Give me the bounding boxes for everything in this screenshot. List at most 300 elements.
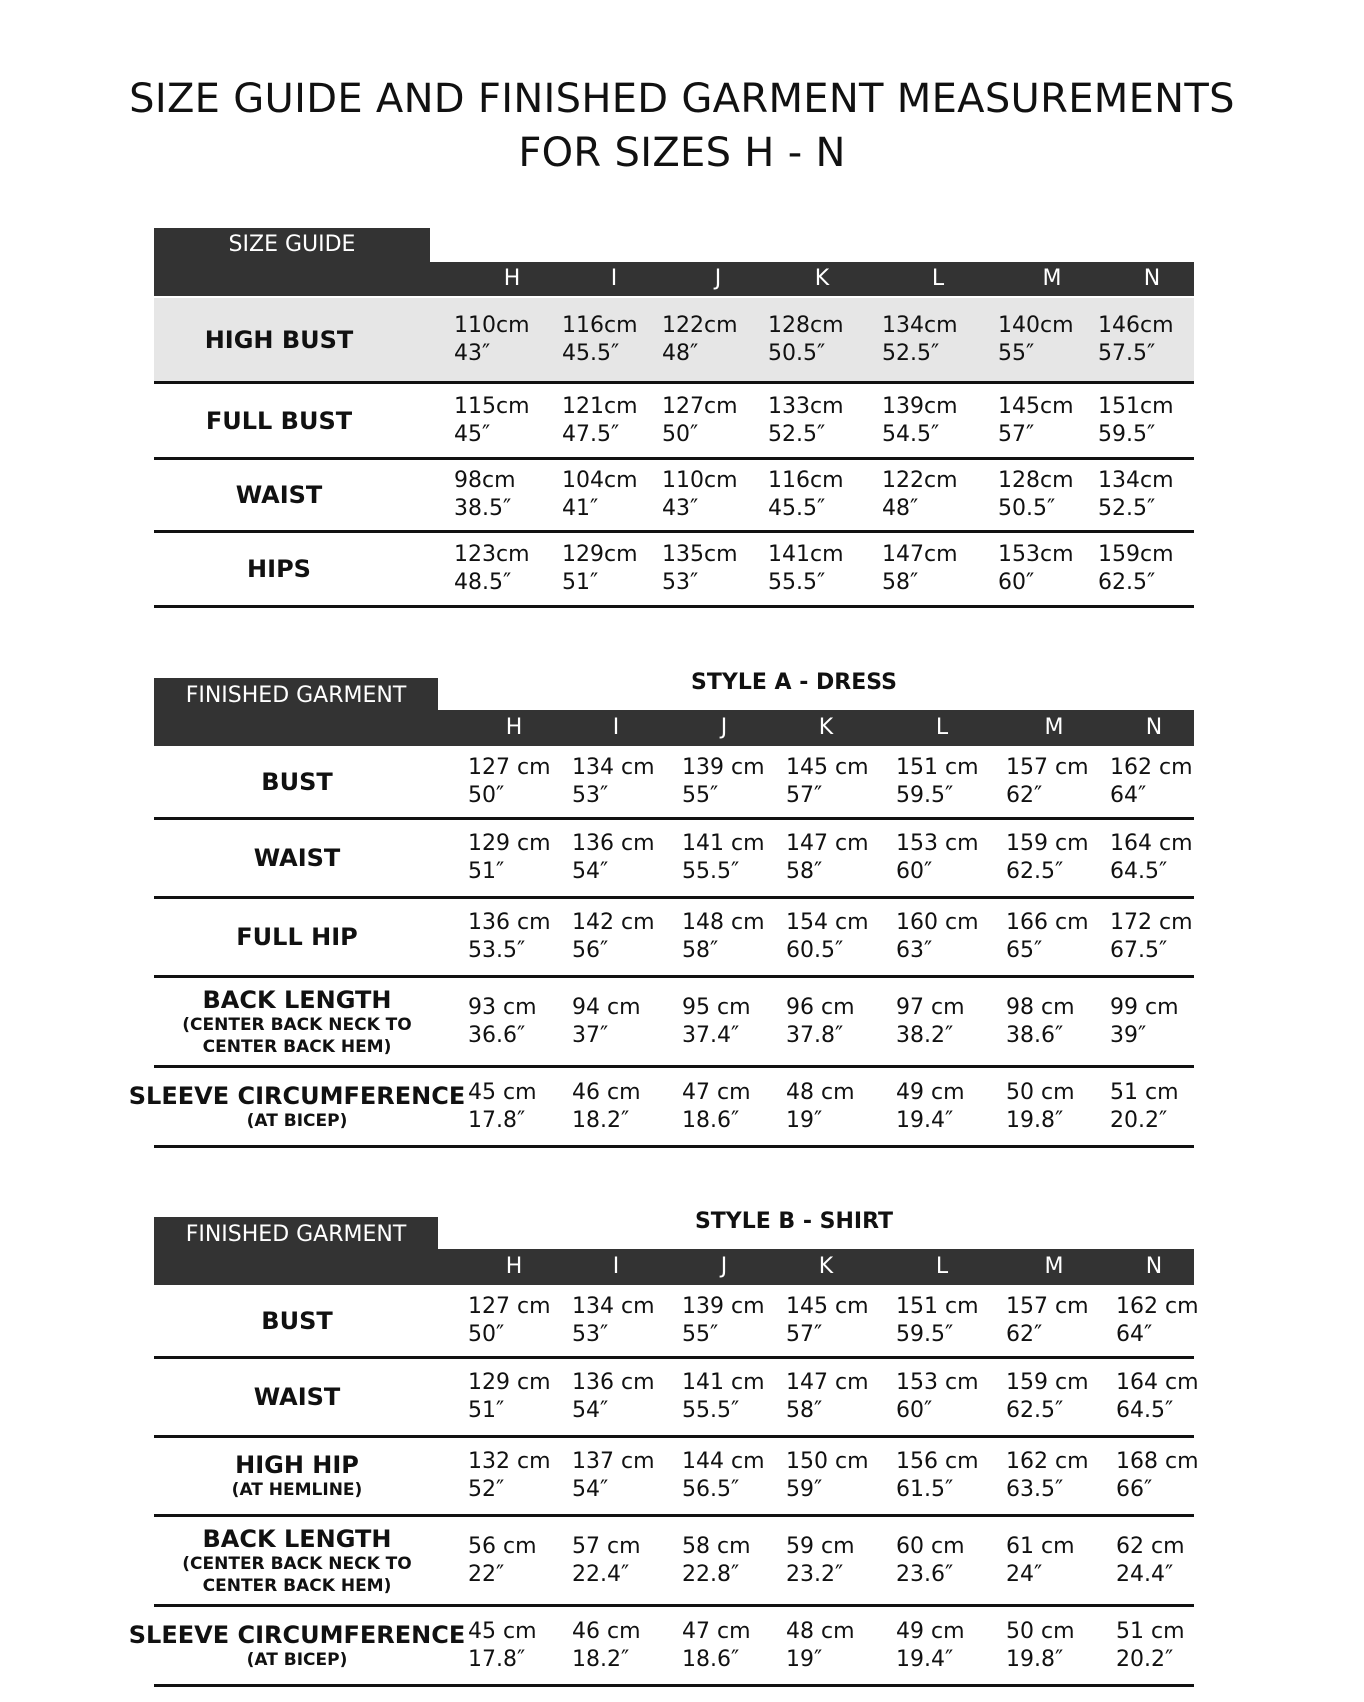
measurement-cell bbox=[786, 1448, 869, 1504]
metric-value: 48 cm bbox=[786, 1619, 855, 1644]
imperial-value: 62.5″ bbox=[1006, 1398, 1064, 1423]
size-header-m: M bbox=[1042, 266, 1062, 291]
imperial-value: 48.5″ bbox=[454, 570, 512, 595]
measurement-cell bbox=[1006, 994, 1075, 1050]
imperial-value: 53″ bbox=[572, 1322, 609, 1347]
measurement-cell bbox=[1006, 830, 1089, 886]
metric-value: 98 cm bbox=[1006, 995, 1075, 1020]
row-label-main: WAIST bbox=[253, 1383, 341, 1411]
measurement-cell bbox=[682, 1618, 751, 1674]
imperial-value: 55.5″ bbox=[682, 859, 740, 884]
size-guide-table bbox=[154, 228, 1194, 608]
metric-value: 153 cm bbox=[896, 1370, 979, 1395]
imperial-value: 58″ bbox=[682, 938, 719, 963]
imperial-value: 63″ bbox=[896, 938, 933, 963]
imperial-value: 51″ bbox=[562, 570, 599, 595]
metric-value: 46 cm bbox=[572, 1080, 641, 1105]
imperial-value: 38.6″ bbox=[1006, 1023, 1064, 1048]
size-header-h: H bbox=[505, 1254, 523, 1279]
imperial-value: 66″ bbox=[1116, 1477, 1153, 1502]
imperial-value: 20.2″ bbox=[1110, 1108, 1168, 1133]
row-label-note: CENTER BACK HEM) bbox=[202, 1036, 392, 1057]
measurement-cell bbox=[1116, 1448, 1199, 1504]
measurement-cell bbox=[572, 909, 655, 965]
measurement-cell bbox=[572, 1293, 655, 1349]
measurement-cell bbox=[1098, 541, 1174, 597]
measurement-cell bbox=[786, 1369, 869, 1425]
size-header-n: N bbox=[1145, 1254, 1163, 1279]
metric-value: 157 cm bbox=[1006, 1294, 1089, 1319]
imperial-value: 64.5″ bbox=[1116, 1398, 1174, 1423]
imperial-value: 64″ bbox=[1110, 783, 1147, 808]
imperial-value: 54″ bbox=[572, 1477, 609, 1502]
metric-value: 127cm bbox=[662, 394, 738, 419]
imperial-value: 38.2″ bbox=[896, 1023, 954, 1048]
measurement-cell bbox=[768, 541, 844, 597]
measurement-cell bbox=[468, 830, 551, 886]
imperial-value: 60.5″ bbox=[786, 938, 844, 963]
measurement-cell bbox=[1098, 393, 1174, 449]
imperial-value: 45.5″ bbox=[562, 341, 620, 366]
measurement-cell bbox=[882, 467, 958, 523]
measurement-cell bbox=[572, 830, 655, 886]
imperial-value: 52.5″ bbox=[1098, 496, 1156, 521]
table-row bbox=[154, 1359, 1199, 1438]
imperial-value: 45″ bbox=[454, 422, 491, 447]
row-label-note: (AT HEMLINE) bbox=[231, 1480, 363, 1500]
imperial-value: 48″ bbox=[662, 341, 699, 366]
metric-value: 162 cm bbox=[1116, 1294, 1199, 1319]
metric-value: 140cm bbox=[998, 313, 1074, 338]
metric-value: 97 cm bbox=[896, 995, 965, 1020]
metric-value: 145cm bbox=[998, 394, 1074, 419]
measurement-cell bbox=[1006, 1079, 1075, 1135]
size-header-m: M bbox=[1044, 1254, 1064, 1279]
imperial-value: 20.2″ bbox=[1116, 1647, 1174, 1672]
imperial-value: 38.5″ bbox=[454, 496, 512, 521]
measurement-cell bbox=[468, 754, 551, 810]
style-b-table bbox=[128, 1207, 1199, 1691]
measurement-cell bbox=[896, 1369, 979, 1425]
size-header-n: N bbox=[1145, 715, 1163, 740]
imperial-value: 22.4″ bbox=[572, 1562, 630, 1587]
measurement-cell bbox=[882, 541, 958, 597]
metric-value: 166 cm bbox=[1006, 910, 1089, 935]
measurement-cell bbox=[662, 312, 738, 368]
imperial-value: 17.8″ bbox=[468, 1647, 526, 1672]
row-label bbox=[154, 746, 440, 817]
imperial-value: 50.5″ bbox=[998, 496, 1056, 521]
imperial-value: 37″ bbox=[572, 1023, 609, 1048]
row-label bbox=[154, 533, 404, 605]
measurement-cell bbox=[562, 467, 638, 523]
row-label-main: BACK LENGTH bbox=[202, 1524, 392, 1553]
measurement-cell bbox=[1116, 1369, 1199, 1425]
metric-value: 96 cm bbox=[786, 995, 855, 1020]
metric-value: 136 cm bbox=[572, 831, 655, 856]
metric-value: 134 cm bbox=[572, 755, 655, 780]
imperial-value: 54.5″ bbox=[882, 422, 940, 447]
imperial-value: 43″ bbox=[454, 341, 491, 366]
metric-value: 142 cm bbox=[572, 910, 655, 935]
metric-value: 162 cm bbox=[1110, 755, 1193, 780]
imperial-value: 63.5″ bbox=[1006, 1477, 1064, 1502]
measurement-cell bbox=[1006, 909, 1089, 965]
row-label-main: HIPS bbox=[247, 555, 311, 583]
metric-value: 162 cm bbox=[1006, 1449, 1089, 1474]
imperial-value: 19.4″ bbox=[896, 1647, 954, 1672]
metric-value: 134cm bbox=[882, 313, 958, 338]
measurement-cell bbox=[572, 994, 641, 1050]
measurement-cell bbox=[896, 1618, 965, 1674]
measurement-cell bbox=[896, 1533, 965, 1589]
metric-value: 133cm bbox=[768, 394, 844, 419]
row-label bbox=[154, 899, 440, 975]
imperial-value: 19.4″ bbox=[896, 1108, 954, 1133]
row-label-main: WAIST bbox=[253, 844, 341, 872]
measurement-cell bbox=[998, 541, 1074, 597]
imperial-value: 55.5″ bbox=[682, 1398, 740, 1423]
metric-value: 104cm bbox=[562, 468, 638, 493]
style-a-title: STYLE A - DRESS bbox=[691, 670, 897, 695]
measurement-cell bbox=[468, 1369, 551, 1425]
imperial-value: 37.8″ bbox=[786, 1023, 844, 1048]
imperial-value: 22″ bbox=[468, 1562, 505, 1587]
metric-value: 51 cm bbox=[1116, 1619, 1185, 1644]
row-label-main: WAIST bbox=[235, 481, 323, 509]
measurement-cell bbox=[998, 467, 1074, 523]
imperial-value: 61.5″ bbox=[896, 1477, 954, 1502]
metric-value: 159 cm bbox=[1006, 831, 1089, 856]
metric-value: 51 cm bbox=[1110, 1080, 1179, 1105]
table-row bbox=[154, 1438, 1199, 1517]
row-label bbox=[154, 978, 440, 1065]
measurement-cell bbox=[1110, 830, 1193, 886]
imperial-value: 60″ bbox=[998, 570, 1035, 595]
size-header-h: H bbox=[503, 266, 521, 291]
metric-value: 147cm bbox=[882, 542, 958, 567]
metric-value: 164 cm bbox=[1116, 1370, 1199, 1395]
metric-value: 99 cm bbox=[1110, 995, 1179, 1020]
imperial-value: 51″ bbox=[468, 1398, 505, 1423]
metric-value: 62 cm bbox=[1116, 1534, 1185, 1559]
row-label bbox=[154, 1517, 440, 1604]
measurement-cell bbox=[1116, 1618, 1185, 1674]
measurement-cell bbox=[1006, 1533, 1075, 1589]
measurement-cell bbox=[896, 909, 979, 965]
measurement-cell bbox=[896, 1293, 979, 1349]
measurement-cell bbox=[1098, 312, 1174, 368]
metric-value: 157 cm bbox=[1006, 755, 1089, 780]
metric-value: 122cm bbox=[662, 313, 738, 338]
imperial-value: 54″ bbox=[572, 859, 609, 884]
measurement-cell bbox=[768, 312, 844, 368]
metric-value: 139 cm bbox=[682, 1294, 765, 1319]
metric-value: 151 cm bbox=[896, 755, 979, 780]
measurement-cell bbox=[1110, 994, 1179, 1050]
imperial-value: 50.5″ bbox=[768, 341, 826, 366]
metric-value: 49 cm bbox=[896, 1619, 965, 1644]
table-row bbox=[154, 1517, 1194, 1607]
imperial-value: 53″ bbox=[662, 570, 699, 595]
metric-value: 139cm bbox=[882, 394, 958, 419]
size-guide-tab bbox=[154, 228, 430, 262]
style-b-tab-line-1: FINISHED GARMENT bbox=[185, 1222, 407, 1247]
imperial-value: 24.4″ bbox=[1116, 1562, 1174, 1587]
measurement-cell bbox=[896, 754, 979, 810]
measurement-cell bbox=[768, 393, 844, 449]
imperial-value: 18.6″ bbox=[682, 1647, 740, 1672]
metric-value: 98cm bbox=[454, 468, 516, 493]
imperial-value: 45.5″ bbox=[768, 496, 826, 521]
metric-value: 137 cm bbox=[572, 1449, 655, 1474]
metric-value: 147 cm bbox=[786, 831, 869, 856]
metric-value: 121cm bbox=[562, 394, 638, 419]
metric-value: 150 cm bbox=[786, 1449, 869, 1474]
table-row bbox=[154, 460, 1194, 533]
measurement-cell bbox=[682, 1293, 765, 1349]
measurement-cell bbox=[682, 1448, 765, 1504]
imperial-value: 52.5″ bbox=[882, 341, 940, 366]
metric-value: 50 cm bbox=[1006, 1619, 1075, 1644]
table-row bbox=[154, 746, 1194, 820]
imperial-value: 57″ bbox=[786, 783, 823, 808]
imperial-value: 56.5″ bbox=[682, 1477, 740, 1502]
imperial-value: 58″ bbox=[882, 570, 919, 595]
imperial-value: 59.5″ bbox=[896, 1322, 954, 1347]
row-label-note: (AT BICEP) bbox=[246, 1649, 348, 1670]
imperial-value: 19″ bbox=[786, 1108, 823, 1133]
size-header-k: K bbox=[818, 715, 834, 740]
metric-value: 141 cm bbox=[682, 1370, 765, 1395]
measurement-cell bbox=[468, 1079, 537, 1135]
metric-value: 172 cm bbox=[1110, 910, 1193, 935]
measurement-cell bbox=[1006, 1369, 1089, 1425]
measurement-cell bbox=[682, 1369, 765, 1425]
metric-value: 148 cm bbox=[682, 910, 765, 935]
measurement-cell bbox=[786, 1618, 855, 1674]
measurement-cell bbox=[1006, 1293, 1089, 1349]
title-line-2: FOR SIZES H - N bbox=[518, 130, 846, 176]
row-label-main: HIGH HIP bbox=[235, 1451, 359, 1479]
metric-value: 127 cm bbox=[468, 755, 551, 780]
measurement-cell bbox=[786, 909, 869, 965]
metric-value: 50 cm bbox=[1006, 1080, 1075, 1105]
imperial-value: 47.5″ bbox=[562, 422, 620, 447]
metric-value: 141 cm bbox=[682, 831, 765, 856]
imperial-value: 55″ bbox=[998, 341, 1035, 366]
imperial-value: 62″ bbox=[1006, 783, 1043, 808]
size-header-k: K bbox=[818, 1254, 834, 1279]
metric-value: 151 cm bbox=[896, 1294, 979, 1319]
measurement-cell bbox=[454, 541, 530, 597]
imperial-value: 55″ bbox=[682, 1322, 719, 1347]
measurement-cell bbox=[896, 994, 965, 1050]
metric-value: 154 cm bbox=[786, 910, 869, 935]
measurement-cell bbox=[562, 541, 638, 597]
metric-value: 61 cm bbox=[1006, 1534, 1075, 1559]
measurement-cell bbox=[454, 393, 530, 449]
imperial-value: 52″ bbox=[468, 1477, 505, 1502]
measurement-cell bbox=[1116, 1293, 1199, 1349]
metric-value: 159 cm bbox=[1006, 1370, 1089, 1395]
size-header-j: J bbox=[720, 715, 728, 740]
size-header-i: I bbox=[610, 266, 618, 291]
imperial-value: 60″ bbox=[896, 1398, 933, 1423]
metric-value: 123cm bbox=[454, 542, 530, 567]
metric-value: 153 cm bbox=[896, 831, 979, 856]
table-row bbox=[154, 820, 1194, 899]
imperial-value: 62″ bbox=[1006, 1322, 1043, 1347]
imperial-value: 64.5″ bbox=[1110, 859, 1168, 884]
measurement-cell bbox=[468, 909, 551, 965]
metric-value: 129 cm bbox=[468, 831, 551, 856]
metric-value: 146cm bbox=[1098, 313, 1174, 338]
measurement-cell bbox=[1006, 1448, 1089, 1504]
row-label-main: FULL BUST bbox=[205, 406, 353, 435]
metric-value: 136 cm bbox=[572, 1370, 655, 1395]
measurement-cell bbox=[786, 994, 855, 1050]
row-label bbox=[154, 1359, 440, 1435]
imperial-value: 22.8″ bbox=[682, 1562, 740, 1587]
imperial-value: 59.5″ bbox=[1098, 422, 1156, 447]
row-divider bbox=[154, 605, 1194, 608]
measurement-cell bbox=[882, 393, 958, 449]
row-divider bbox=[154, 1145, 1194, 1148]
imperial-value: 50″ bbox=[662, 422, 699, 447]
row-label-main: SLEEVE CIRCUMFERENCE bbox=[128, 1081, 466, 1110]
measurement-cell bbox=[998, 393, 1074, 449]
metric-value: 134cm bbox=[1098, 468, 1174, 493]
measurement-cell bbox=[1110, 1079, 1179, 1135]
measurement-cell bbox=[786, 754, 869, 810]
size-header-l: L bbox=[935, 715, 949, 740]
imperial-value: 59″ bbox=[786, 1477, 823, 1502]
metric-value: 128cm bbox=[998, 468, 1074, 493]
measurement-cell bbox=[572, 1618, 641, 1674]
row-label-main: BUST bbox=[261, 767, 333, 796]
imperial-value: 57″ bbox=[998, 422, 1035, 447]
measurement-cell bbox=[572, 754, 655, 810]
imperial-value: 37.4″ bbox=[682, 1023, 740, 1048]
measurement-cell bbox=[662, 541, 738, 597]
metric-value: 144 cm bbox=[682, 1449, 765, 1474]
measurement-cell bbox=[562, 393, 638, 449]
row-label bbox=[154, 1438, 440, 1514]
metric-value: 58 cm bbox=[682, 1534, 751, 1559]
metric-value: 110cm bbox=[454, 313, 530, 338]
page-title bbox=[0, 72, 1364, 180]
size-header-i: I bbox=[612, 1254, 620, 1279]
row-label-note: (CENTER BACK NECK TO bbox=[182, 1553, 412, 1574]
row-label-main: SLEEVE CIRCUMFERENCE bbox=[128, 1620, 466, 1649]
table-row bbox=[154, 384, 1194, 460]
metric-value: 145 cm bbox=[786, 1294, 869, 1319]
measurement-cell bbox=[468, 1293, 551, 1349]
table-row bbox=[154, 899, 1194, 978]
row-label bbox=[154, 384, 404, 457]
metric-value: 94 cm bbox=[572, 995, 641, 1020]
row-label-main: BUST bbox=[261, 1306, 333, 1335]
row-label-note: (CENTER BACK NECK TO bbox=[182, 1014, 412, 1035]
table-row bbox=[154, 298, 1194, 384]
measurement-cell bbox=[572, 1448, 655, 1504]
imperial-value: 53.5″ bbox=[468, 938, 526, 963]
measurement-cell bbox=[468, 1448, 551, 1504]
imperial-value: 23.2″ bbox=[786, 1562, 844, 1587]
imperial-value: 18.2″ bbox=[572, 1108, 630, 1133]
metric-value: 139 cm bbox=[682, 755, 765, 780]
imperial-value: 23.6″ bbox=[896, 1562, 954, 1587]
imperial-value: 57.5″ bbox=[1098, 341, 1156, 366]
row-label bbox=[154, 298, 404, 381]
imperial-value: 67.5″ bbox=[1110, 938, 1168, 963]
imperial-value: 18.2″ bbox=[572, 1647, 630, 1672]
imperial-value: 58″ bbox=[786, 859, 823, 884]
measurement-cell bbox=[882, 312, 958, 368]
measurement-cell bbox=[572, 1533, 641, 1589]
metric-value: 159cm bbox=[1098, 542, 1174, 567]
imperial-value: 17.8″ bbox=[468, 1108, 526, 1133]
imperial-value: 59.5″ bbox=[896, 783, 954, 808]
metric-value: 132 cm bbox=[468, 1449, 551, 1474]
measurement-cell bbox=[768, 467, 844, 523]
measurement-cell bbox=[1116, 1533, 1185, 1589]
metric-value: 45 cm bbox=[468, 1619, 537, 1644]
measurement-cell bbox=[786, 1079, 855, 1135]
metric-value: 116cm bbox=[768, 468, 844, 493]
metric-value: 93 cm bbox=[468, 995, 537, 1020]
measurement-cell bbox=[662, 393, 738, 449]
imperial-value: 64″ bbox=[1116, 1322, 1153, 1347]
measurement-cell bbox=[662, 467, 738, 523]
metric-value: 160 cm bbox=[896, 910, 979, 935]
row-label-main: FULL HIP bbox=[236, 923, 358, 951]
metric-value: 147 cm bbox=[786, 1370, 869, 1395]
imperial-value: 52.5″ bbox=[768, 422, 826, 447]
imperial-value: 51″ bbox=[468, 859, 505, 884]
row-label-main: HIGH BUST bbox=[204, 325, 354, 354]
measurement-cell bbox=[468, 994, 537, 1050]
metric-value: 115cm bbox=[454, 394, 530, 419]
measurement-cell bbox=[786, 830, 869, 886]
measurement-cell bbox=[468, 1618, 537, 1674]
metric-value: 128cm bbox=[768, 313, 844, 338]
measurement-cell bbox=[896, 1448, 979, 1504]
metric-value: 129 cm bbox=[468, 1370, 551, 1395]
imperial-value: 55.5″ bbox=[768, 570, 826, 595]
row-label bbox=[154, 820, 440, 896]
imperial-value: 43″ bbox=[662, 496, 699, 521]
metric-value: 48 cm bbox=[786, 1080, 855, 1105]
table-row bbox=[128, 1607, 1194, 1687]
measurement-cell bbox=[682, 1533, 751, 1589]
imperial-value: 19.8″ bbox=[1006, 1108, 1064, 1133]
table-row bbox=[154, 533, 1194, 608]
imperial-value: 36.6″ bbox=[468, 1023, 526, 1048]
metric-value: 164 cm bbox=[1110, 831, 1193, 856]
metric-value: 49 cm bbox=[896, 1080, 965, 1105]
measurement-cell bbox=[682, 754, 765, 810]
measurement-cell bbox=[786, 1533, 855, 1589]
metric-value: 47 cm bbox=[682, 1619, 751, 1644]
measurement-cell bbox=[562, 312, 638, 368]
measurement-cell bbox=[1006, 1618, 1075, 1674]
measurement-cell bbox=[682, 1079, 751, 1135]
metric-value: 134 cm bbox=[572, 1294, 655, 1319]
size-header-m: M bbox=[1044, 715, 1064, 740]
style-a-tab-line-1: FINISHED GARMENT bbox=[185, 683, 407, 708]
